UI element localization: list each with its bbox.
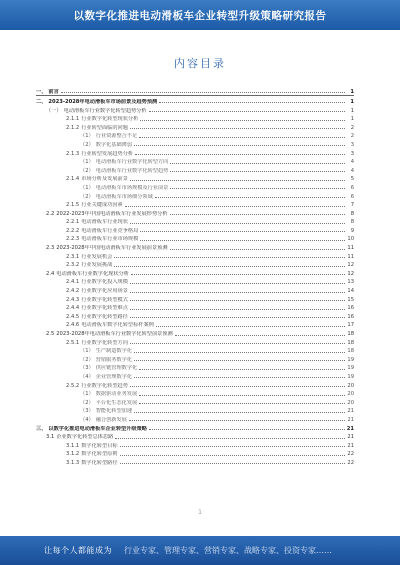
toc-entry-number: （1） <box>80 159 94 166</box>
toc-entry-page: 21 <box>347 408 354 415</box>
toc-entry-number: 2.1.3 <box>66 150 80 157</box>
toc-leader-dots <box>155 197 345 198</box>
toc-entry[interactable] <box>36 457 354 466</box>
toc-entry[interactable] <box>36 449 354 458</box>
toc-leader-dots <box>115 438 345 439</box>
toc-leader-dots <box>130 300 345 301</box>
toc-entry[interactable] <box>36 354 354 363</box>
toc-entry[interactable] <box>36 122 354 131</box>
toc-entry-page: 22 <box>347 459 354 466</box>
toc-entry-page: 4 <box>350 159 354 166</box>
toc-entry-title: 电动滑板车行业数字化现状分析 <box>56 270 129 277</box>
toc-entry[interactable] <box>36 440 354 449</box>
footer-roles: 行业专家、管理专家、营销专家、战略专家、投资专家…… <box>124 546 332 555</box>
toc-entry-page: 21 <box>347 434 354 441</box>
toc-entry[interactable] <box>36 157 354 166</box>
toc-leader-dots <box>170 249 345 250</box>
toc-leader-dots <box>130 309 345 310</box>
toc-entry-number: 2.4.3 <box>66 296 80 303</box>
toc-entry[interactable] <box>36 380 354 389</box>
toc-leader-dots <box>134 360 345 361</box>
toc-entry-number: （4） <box>80 373 94 380</box>
toc-entry-page: 19 <box>347 373 354 380</box>
toc-entry[interactable] <box>36 337 354 346</box>
toc-leader-dots <box>156 326 345 327</box>
toc-entry[interactable] <box>36 277 354 286</box>
toc-leader-dots <box>114 266 345 267</box>
toc-leader-dots <box>129 420 345 421</box>
toc-entry-page: 1 <box>350 98 354 105</box>
toc-entry-page: 14 <box>347 288 354 295</box>
toc-entry-page: 20 <box>347 382 354 389</box>
toc-leader-dots <box>175 335 345 336</box>
toc-entry-title: 电动滑板车行业市场规模 <box>81 236 139 243</box>
toc-entry-title: 电动滑板车行业竞争格局 <box>81 227 139 234</box>
toc-entry[interactable] <box>36 148 354 157</box>
toc-entry-title: 行业数字化转型方向 <box>81 339 128 346</box>
toc-entry-title: 行业发展机会 <box>81 253 113 260</box>
toc-entry-number: 一、 <box>36 88 47 95</box>
toc-entry-number: 2.4.6 <box>66 322 80 329</box>
toc-entry-title: 电动滑板车数字化转型标杆案例 <box>81 322 154 329</box>
toc-leader-dots <box>149 429 345 430</box>
toc-entry[interactable] <box>36 311 354 320</box>
toc-entry-page: 12 <box>347 262 354 269</box>
toc-entry-page: 8 <box>350 219 354 226</box>
toc-entry-number: 2.4.2 <box>66 288 80 295</box>
toc-entry-title: 电动滑板车行业数字化转型方向 <box>95 159 169 166</box>
toc-entry-number: 2.2.3 <box>66 236 80 243</box>
toc-entry[interactable] <box>36 414 354 423</box>
toc-entry-number: 2.3 <box>46 245 55 252</box>
toc-entry-title: 数字化转型目标 <box>81 442 118 449</box>
toc-entry-title: 营销服务数字化 <box>95 356 133 363</box>
toc-entry-number: 2.4.1 <box>66 279 80 286</box>
report-title: 以数字化推进电动滑板车企业转型升级策略研究报告 <box>73 9 327 22</box>
toc-entry[interactable] <box>36 371 354 380</box>
toc-entry-page: 17 <box>347 322 354 329</box>
toc-entry-title: 数字化基础薄弱 <box>95 141 133 148</box>
toc-entry-number: （2） <box>80 167 94 174</box>
toc-entry-title: 平台化生态化发展 <box>95 399 138 406</box>
toc-leader-dots <box>120 463 345 464</box>
toc-entry[interactable] <box>36 96 354 105</box>
toc-entry-page: 6 <box>350 184 354 191</box>
toc-entry[interactable] <box>36 303 354 312</box>
footer-slogan: 让每个人都能成为 <box>44 546 112 555</box>
toc-entry-page: 18 <box>347 348 354 355</box>
toc-entry-title: 电动滑板车市场细分领域 <box>95 193 153 200</box>
toc-entry-page: 21 <box>347 416 354 423</box>
toc-entry-page: 12 <box>347 270 354 277</box>
toc-entry-number: 2.2.2 <box>66 227 80 234</box>
toc-entry[interactable] <box>36 86 354 95</box>
toc-leader-dots <box>139 395 345 396</box>
toc-entry[interactable] <box>36 139 354 148</box>
toc-entry-title: 智能化转型加速 <box>95 408 133 415</box>
toc-entry-title: 企业管理数字化 <box>95 373 133 380</box>
toc-entry-number: 2.1.4 <box>66 176 80 183</box>
toc-entry-number: 3.1.3 <box>66 459 80 466</box>
toc-entry-number: 3.1.2 <box>66 451 80 458</box>
toc-entry-title: 数字化转型路径 <box>81 459 118 466</box>
toc-entry[interactable] <box>36 328 354 337</box>
toc-leader-dots <box>170 163 345 164</box>
toc-leader-dots <box>170 188 345 189</box>
toc-entry-number: 2.5.2 <box>66 382 80 389</box>
toc-entry-title: 行业数字化应用场景 <box>81 288 128 295</box>
toc-entry[interactable] <box>36 346 354 355</box>
toc-entry-page: 21 <box>346 425 354 432</box>
toc-entry-number: （3） <box>80 365 94 372</box>
toc-entry[interactable] <box>36 423 354 432</box>
toc-entry-title: 前言 <box>48 88 59 95</box>
toc-entry-page: 2 <box>350 124 354 131</box>
toc-entry-title: 行业资源整合不足 <box>95 133 138 140</box>
toc-entry-number: （一） <box>46 107 62 114</box>
toc-entry-title: 行业发展挑战 <box>81 262 113 269</box>
toc-entry-number: 2.4.4 <box>66 305 80 312</box>
toc-entry-page: 3 <box>350 141 354 148</box>
toc-entry[interactable] <box>36 217 354 226</box>
toc-entry-number: （1） <box>80 184 94 191</box>
toc-entry-title: 行业数字化转型模式 <box>81 296 128 303</box>
toc-entry-number: 2.2 <box>46 210 55 217</box>
toc-heading: 内容目录 <box>174 57 226 70</box>
toc-entry-number: （2） <box>80 193 94 200</box>
toc-entry-page: 5 <box>350 176 354 183</box>
toc-leader-dots <box>170 171 345 172</box>
toc-entry-page: 10 <box>347 236 354 243</box>
toc-entry-number: 3.1 <box>46 434 55 441</box>
toc-leader-dots <box>134 412 345 413</box>
toc-entry[interactable] <box>36 251 354 260</box>
toc-entry-number: （1） <box>80 133 94 140</box>
toc-entry-title: 电动滑板车行业现状 <box>81 219 128 226</box>
toc-entry-number: （2） <box>80 399 94 406</box>
toc-entry[interactable] <box>36 174 354 183</box>
toc-leader-dots <box>140 240 345 241</box>
toc-leader-dots <box>170 214 345 215</box>
toc-leader-dots <box>134 377 345 378</box>
toc-leader-dots <box>130 223 345 224</box>
toc-entry-page: 4 <box>350 167 354 174</box>
toc-leader-dots <box>131 274 345 275</box>
toc-leader-dots <box>120 446 345 447</box>
toc-leader-dots <box>130 386 345 387</box>
toc-entry-number: （2） <box>80 141 94 148</box>
toc-leader-dots <box>139 137 345 138</box>
toc-entry[interactable] <box>36 234 354 243</box>
toc-entry[interactable] <box>36 105 354 114</box>
toc-entry-page: 1 <box>350 107 354 114</box>
toc-entry[interactable] <box>36 294 354 303</box>
toc-entry-number: 2.5.1 <box>66 339 80 346</box>
toc-entry[interactable] <box>36 320 354 329</box>
toc-entry-title: 数据驱动业务发展 <box>95 391 138 398</box>
toc-entry-title: 电动滑板车行业数字化转型趋势分析 <box>63 107 147 114</box>
toc-entry-number: 2.5 <box>46 331 55 338</box>
toc-entry-page: 11 <box>347 245 354 252</box>
toc-entry-number: （4） <box>80 416 94 423</box>
toc-entry-title: 2023-2028年电动滑板车市场前景及趋势预测 <box>48 98 158 105</box>
toc-leader-dots <box>130 283 345 284</box>
toc-leader-dots <box>125 206 345 207</box>
toc-entry[interactable] <box>36 200 354 209</box>
page-number: 1 <box>198 509 202 516</box>
toc-entry-title: 行业数字化转型现状分析 <box>81 116 139 123</box>
toc-leader-dots <box>130 343 345 344</box>
toc-entry-title: 融合创新发展 <box>95 416 127 423</box>
toc-entry-page: 6 <box>350 193 354 200</box>
toc-entry-number: （1） <box>80 391 94 398</box>
page-header <box>0 0 400 30</box>
toc-leader-dots <box>130 180 345 181</box>
toc-entry-page: 22 <box>347 451 354 458</box>
toc-entry-number: 3.1.1 <box>66 442 80 449</box>
toc-entry[interactable] <box>36 285 354 294</box>
toc-entry-number: 2.1.1 <box>66 116 80 123</box>
toc-entry-title: 生产制造数字化 <box>95 348 133 355</box>
toc-entry-title: 行业关键成功因素 <box>81 202 123 209</box>
toc-entry-number: （3） <box>80 408 94 415</box>
toc-entry-page: 16 <box>347 313 354 320</box>
toc-entry[interactable] <box>36 268 354 277</box>
toc-entry-number: 三、 <box>36 425 47 432</box>
toc-leader-dots <box>135 154 345 155</box>
toc-entry-number: 2.1.5 <box>66 202 80 209</box>
toc-entry-page: 16 <box>347 305 354 312</box>
toc-leader-dots <box>130 292 345 293</box>
toc-entry[interactable] <box>36 242 354 251</box>
toc-entry[interactable] <box>36 165 354 174</box>
toc-entry-number: （2） <box>80 356 94 363</box>
toc-entry-title: 2023-2028年中国电动滑板车行业发展前景预测 <box>56 245 168 252</box>
toc-entry-number: 2.3.2 <box>66 262 80 269</box>
toc-entry-title: 供应链管理数字化 <box>95 365 138 372</box>
toc-entry-title: 行业数字化投入规模 <box>81 279 128 286</box>
toc-leader-dots <box>140 120 345 121</box>
toc-entry-page: 15 <box>347 296 354 303</box>
toc-entry[interactable] <box>36 363 354 372</box>
toc-entry-title: 行业转型发展趋势分析 <box>81 150 134 157</box>
toc-entry-page: 18 <box>347 331 354 338</box>
toc-entry-number: 2.4.5 <box>66 313 80 320</box>
toc-entry[interactable] <box>36 389 354 398</box>
toc-entry-title: 以数字化推进电动滑板车企业转型升级策略 <box>48 425 147 432</box>
table-of-contents <box>36 86 354 466</box>
toc-entry[interactable] <box>36 114 354 123</box>
toc-entry[interactable] <box>36 406 354 415</box>
toc-entry[interactable] <box>36 432 354 441</box>
toc-entry-number: 二、 <box>36 98 47 105</box>
toc-entry-number: 2.2.1 <box>66 219 80 226</box>
toc-entry-page: 9 <box>350 227 354 234</box>
toc-entry[interactable] <box>36 260 354 269</box>
toc-entry-page: 3 <box>350 150 354 157</box>
toc-entry-page: 19 <box>347 365 354 372</box>
toc-leader-dots <box>61 92 345 93</box>
toc-entry-number: 2.1.2 <box>66 124 80 131</box>
toc-leader-dots <box>139 369 345 370</box>
toc-entry-page: 19 <box>347 356 354 363</box>
toc-entry-title: 2023-2028年电动滑板车行业数字化转型前景预测 <box>56 331 173 338</box>
toc-leader-dots <box>149 111 345 112</box>
toc-entry-page: 13 <box>347 279 354 286</box>
toc-entry[interactable] <box>36 191 354 200</box>
toc-entry-title: 行业数字化转型难点 <box>81 305 128 312</box>
toc-entry-title: 企业数字化转型总体思路 <box>56 434 114 441</box>
toc-leader-dots <box>139 403 345 404</box>
toc-entry-title: 2022-2023年中国电动滑板车行业发展形势分析 <box>56 210 168 217</box>
toc-leader-dots <box>130 128 345 129</box>
toc-entry-page: 1 <box>350 88 354 95</box>
toc-entry-number: （1） <box>80 348 94 355</box>
toc-entry-title: 电动滑板车行业数字化转型趋势 <box>95 167 169 174</box>
toc-entry-page: 20 <box>347 399 354 406</box>
toc-entry-number: 2.3.1 <box>66 253 80 260</box>
toc-entry-page: 21 <box>347 442 354 449</box>
toc-entry[interactable] <box>36 131 354 140</box>
toc-entry[interactable] <box>36 208 354 217</box>
toc-leader-dots <box>159 102 345 103</box>
toc-entry-page: 1 <box>350 116 354 123</box>
page-footer <box>0 536 400 565</box>
toc-entry-page: 8 <box>350 210 354 217</box>
toc-entry-page: 18 <box>347 339 354 346</box>
toc-leader-dots <box>134 352 345 353</box>
toc-entry-page: 7 <box>350 202 354 209</box>
toc-entry-page: 2 <box>350 133 354 140</box>
toc-entry[interactable] <box>36 397 354 406</box>
toc-entry[interactable] <box>36 182 354 191</box>
toc-entry-title: 行业转型面临的问题 <box>81 124 128 131</box>
toc-entry-page: 11 <box>347 253 354 260</box>
toc-entry-title: 电动滑板车市场规模及行业前景 <box>95 184 169 191</box>
toc-leader-dots <box>130 317 345 318</box>
toc-entry-title: 行业数字化转型路径 <box>81 313 128 320</box>
toc-leader-dots <box>140 231 345 232</box>
toc-entry-page: 20 <box>347 391 354 398</box>
toc-leader-dots <box>134 145 345 146</box>
toc-entry[interactable] <box>36 225 354 234</box>
toc-leader-dots <box>120 455 345 456</box>
toc-entry-title: 市场分析及发展前景 <box>81 176 128 183</box>
toc-entry-title: 行业数字化转型趋势 <box>81 382 128 389</box>
toc-entry-number: 2.4 <box>46 270 55 277</box>
toc-entry-title: 数字化转型原则 <box>81 451 118 458</box>
toc-leader-dots <box>114 257 345 258</box>
